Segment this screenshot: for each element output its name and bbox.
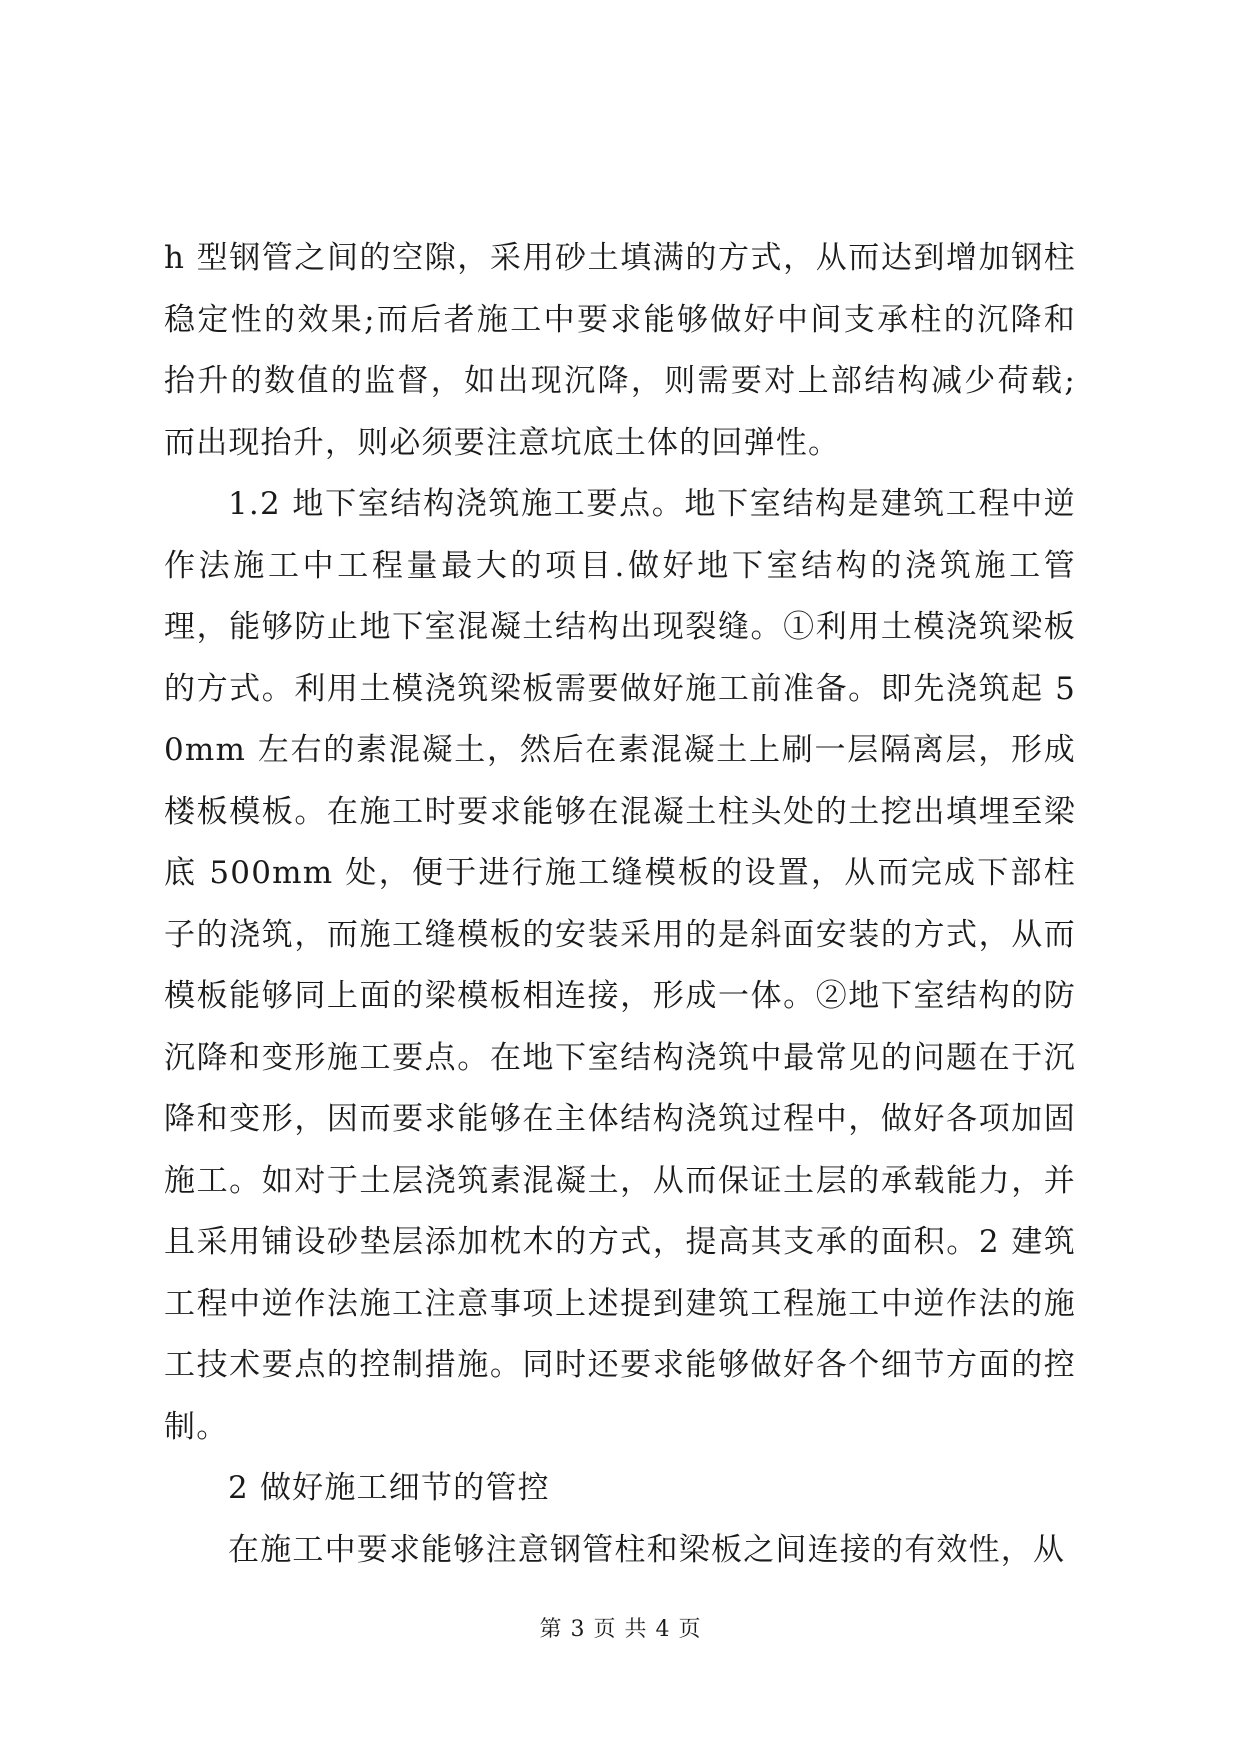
document-body [164,228,1076,1581]
section-heading: 2 做好施工细节的管控 [228,1470,550,1506]
page-footer: 第 3 页 共 4 页 [539,1617,702,1642]
paragraph-2: 1.2 地下室结构浇筑施工要点。地下室结构是建筑工程中逆作法施工中工程量最大的项目.做好地下室结构的浇筑施工管理，能够防止地下室混凝土结构出现裂缝。①利用土模浇筑梁板的方式。利用土模浇筑梁板需要做好施工前准备。即先浇筑起 50mm 左右的素混凝土，然后在素混凝土上刷一层隔离层，形成楼板模板。在施工时要求能够在混凝土柱头处的土挖出填埋至梁底 500mm 处，便于进行施工缝模板的设置，从而完成下部柱子的浇筑，而施工缝模板的安装采用的是斜面安装的方式，从而模板能够同上面的梁模板相连接，形成一体。②地下室结构的防沉降和变形施工要点。在地下室结构浇筑中最常见的问题在于沉降和变形，因而要求能够在主体结构浇筑过程中，做好各项加固施工。如对于土层浇筑素混凝土，从而保证土层的承载能力，并且采用铺设砂垫层添加枕木的方式，提高其支承的面积。2 建筑工程中逆作法施工注意事项上述提到建筑工程施工中逆作法的施工技术要点的控制措施。同时还要求能够做好各个细节方面的控制。 [164,486,1076,1445]
paragraph-3: 在施工中要求能够注意钢管柱和梁板之间连接的有效性，从 [228,1531,1066,1568]
paragraph-1: h 型钢管之间的空隙，采用砂土填满的方式，从而达到增加钢柱稳定性的效果;而后者施工中要求能够做好中间支承柱的沉降和抬升的数值的监督，如出现沉降，则需要对上部结构减少荷载;而出现抬升，则必须要注意坑底土体的回弹性。 [164,240,1076,461]
